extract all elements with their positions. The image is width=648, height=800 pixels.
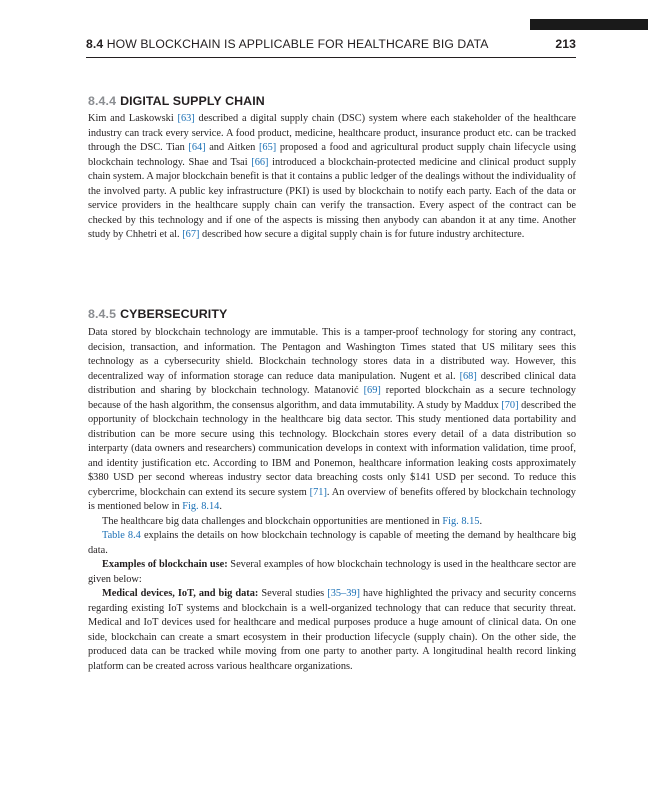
citation-link[interactable]: [65]	[258, 142, 277, 153]
text-run: described clinical data distribution and sharing by blockchain technology. Matanović	[88, 370, 576, 396]
citation-link[interactable]: [63]	[177, 113, 195, 124]
body-paragraph	[88, 515, 576, 530]
citation-link[interactable]: [68]	[459, 370, 477, 382]
text-run: Several studies	[258, 588, 328, 599]
text-run: and Aitken	[205, 142, 259, 153]
citation-link[interactable]: [67]	[182, 229, 200, 240]
text-run: Kim and Laskowski	[88, 113, 178, 124]
body-paragraph	[88, 529, 576, 558]
citation-link[interactable]: [69]	[363, 385, 381, 396]
body-paragraph	[88, 326, 576, 515]
text-run: described how secure a digital supply chain is for future industry architecture.	[199, 229, 525, 240]
section-number: 8.4.4	[88, 94, 117, 108]
section-number: 8.4.5	[88, 307, 117, 321]
text-run: .	[479, 515, 483, 527]
citation-link[interactable]: Table 8.4	[102, 530, 141, 541]
section-title: DIGITAL SUPPLY CHAIN	[120, 94, 265, 108]
text-run: . An overview of benefits offered by blockchain technology is mentioned below in	[88, 486, 576, 512]
running-header	[86, 37, 576, 57]
header-section-number: 8.4	[86, 37, 104, 51]
run-in-heading: Medical devices, IoT, and big data:	[102, 588, 259, 599]
body-paragraph	[88, 587, 576, 674]
run-in-heading: Examples of blockchain use:	[102, 559, 228, 570]
header-rule	[86, 57, 576, 58]
citation-link[interactable]: [70]	[501, 399, 519, 411]
citation-link[interactable]: [71]	[309, 486, 327, 498]
body-paragraph	[88, 112, 576, 243]
section-title: CYBERSECURITY	[120, 307, 228, 321]
text-run: The healthcare big data challenges and blockchain opportunities are mentioned in	[102, 515, 443, 527]
citation-link[interactable]: Fig. 8.14	[182, 501, 220, 512]
section-body-digital-supply-chain	[88, 112, 576, 243]
text-run: explains the details on how blockchain technology is capable of meeting the demand by healthcare big data.	[88, 530, 576, 556]
citation-link[interactable]: [66]	[251, 156, 269, 168]
text-run: have highlighted the privacy and security concerns regarding existing IoT systems and blockchain is a well-organized technology that can reduce that security threat. Medical and IoT devices used for healthcare and medical purposes produce a huge amount of clinical data. On one side, blockchain can create a smart ecosystem in their production lifecycle (supply chain). On the other side, the produced data can be tracked while moving from one party to another party. A longitudinal health record linking platform can be created across various healthcare organizations.	[88, 588, 576, 672]
citation-link[interactable]: [35–39]	[327, 588, 360, 599]
text-run: Data stored by blockchain technology are immutable. This is a tamper-proof technology for storing any contract, decision, transaction, and information. The Pentagon and Washington Times stated that US military sees this technology as a cybersecurity shield. Blockchain technology stores data in a distributed way. However, this decentralized way of information storage can reduce data manipulation. Nugent et al.	[88, 327, 576, 382]
section-heading-digital-supply-chain	[88, 94, 265, 108]
section-heading-cybersecurity	[88, 307, 227, 321]
text-run: described a digital supply chain (DSC) system where each stakeholder of the healthcare industry can track every service. A food product, medicine, healthcare product, insurance product etc. can be tracked through the DSC. Tian	[88, 113, 577, 153]
top-black-tab	[530, 19, 648, 30]
text-run: proposed a food and agricultural product supply chain lifecycle using blockchain technology. Shae and Tsai	[88, 142, 576, 168]
section-body-cybersecurity	[88, 326, 576, 674]
text-run: introduced a blockchain-protected medicine and clinical product supply chain system. A major blockchain benefit is that it contains a public ledger of the dealings without the individuality of the involved party. A public key infrastructure (PKI) is used by blockchain to notify each party. Each of the data or service providers in the healthcare supply chain can verify the transaction. Every aspect of the contract can be checked by this technology and if one of the aspects is missing then anybody can abandon it at any time. Another study by Chhetri et al.	[88, 156, 576, 240]
body-paragraph	[88, 558, 576, 587]
page-number: 213	[555, 37, 576, 51]
citation-link[interactable]: Fig. 8.15	[442, 515, 480, 527]
citation-link[interactable]: [64]	[188, 142, 206, 153]
text-run: Several examples of how blockchain technology is used in the healthcare sector are given below:	[88, 559, 576, 585]
text-run: reported blockchain as a secure technology because of the hash algorithm, the consensus algorithm, and data immutability. A study by Maddux	[88, 385, 576, 411]
header-title: HOW BLOCKCHAIN IS APPLICABLE FOR HEALTHCARE BIG DATA	[106, 37, 489, 51]
text-run: .	[219, 501, 222, 512]
text-run: described the opportunity of blockchain technology in the healthcare big data sector. This study mentioned data portability and distribution can be more secure using this technology. Blockchain stores every detail of a data distribution so interparty (data owners and researchers) communication develops in context with information validation, time proof, and identity justification etc. According to IBM and Ponemon, healthcare information leaking costs approximately $380 USD per second whereas industry sector data breaching costs only $141 USD per second. To reduce this cybercrime, blockchain can extend its secure system	[88, 399, 576, 498]
